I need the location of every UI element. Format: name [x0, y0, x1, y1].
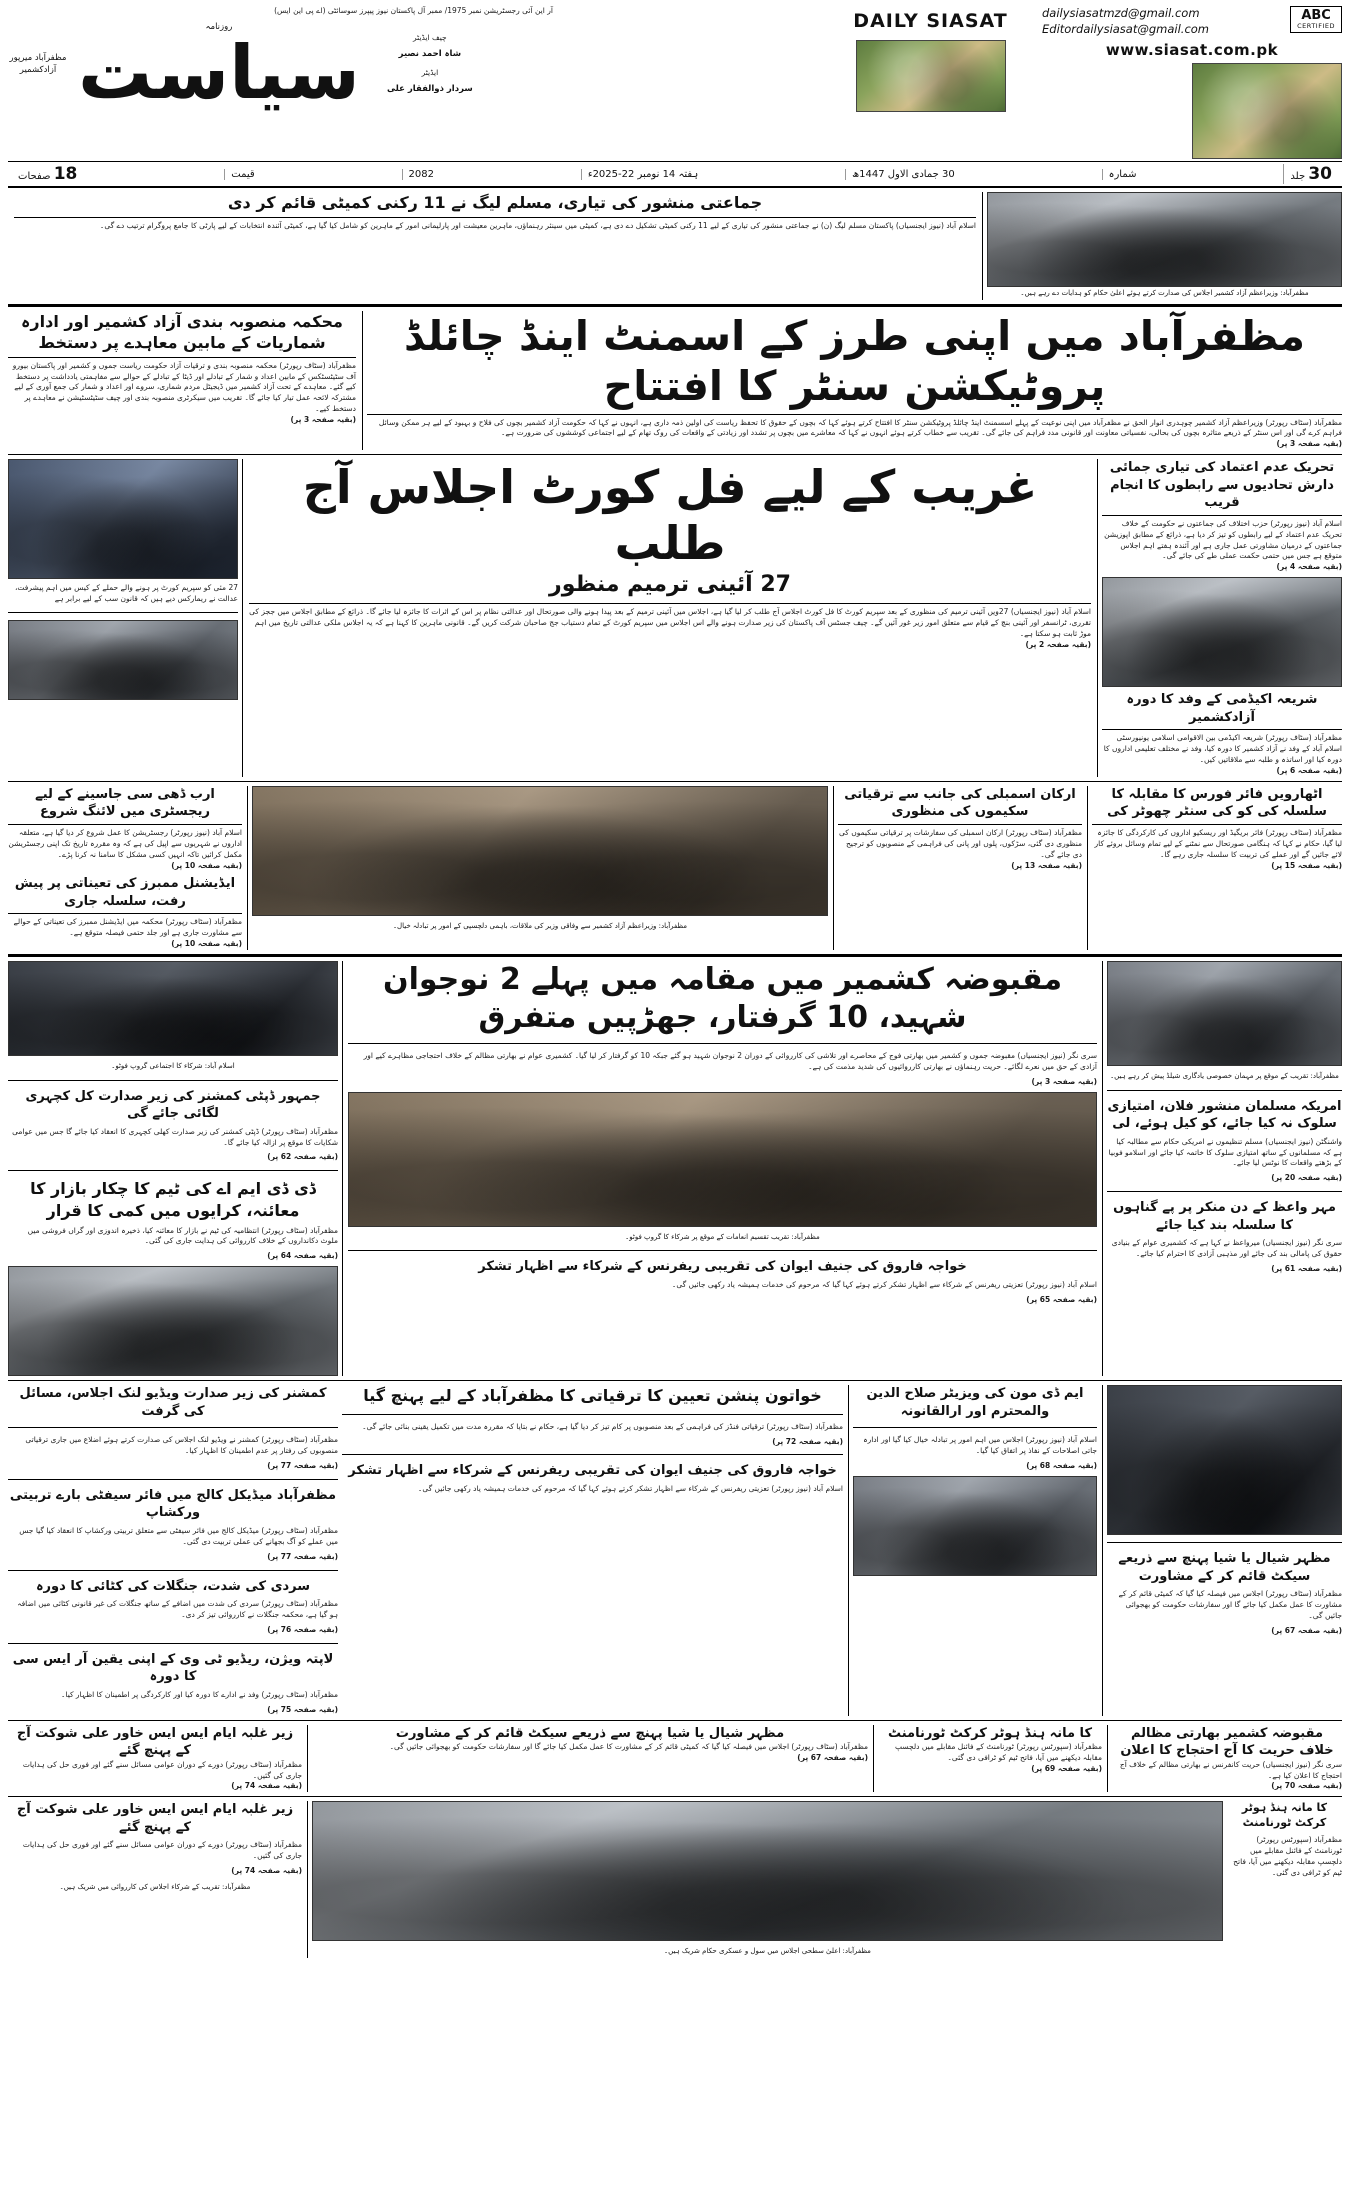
jump-line: (بقیہ صفحہ 72 پر) — [772, 1436, 843, 1446]
ceremony-photo — [348, 1092, 1097, 1227]
jump-line-2: (بقیہ صفحہ 65 پر) — [1026, 1294, 1097, 1304]
headline: کا مانہ ہنڈ ہوٹر کرکٹ ٹورنامنٹ — [887, 1725, 1093, 1741]
story-body-2: مظفرآباد (سٹاف رپورٹر) میڈیکل کالج میں فائر سیفٹی سے متعلق تربیتی ورکشاپ کا انعقاد کیا گیا جس میں عملے کو آگ بجھانے کی عملی تربیت دی گئی۔ — [19, 1525, 338, 1546]
story-body-2: اسلام آباد (نیوز رپورٹر) تعزیتی ریفرنس کے شرکاء سے اظہار تشکر کرتے ہوئے کہا گیا کہ مرحوم کی خدمات ہمیشہ یاد رکھی جائیں گی۔ — [417, 1484, 843, 1494]
row-bottom-stories — [8, 1385, 1342, 1715]
jump-line: (بقیہ صفحہ 6 پر) — [1276, 765, 1342, 775]
jump-line: (بقیہ صفحہ 68 پر) — [1026, 1460, 1097, 1470]
row6-center-block — [342, 1385, 849, 1715]
story-body: مظفرآباد (سٹاف رپورٹر) اجلاس میں فیصلہ کیا گیا کہ کمیٹی قائم کر کے مشاورت کا عمل مکمل کیا جائے گا اور سفارشات حکومت کو بھجوائی جائیں گی۔ — [389, 1742, 868, 1752]
vol-issue: 30 جلد — [1283, 164, 1338, 184]
jump-line: (بقیہ صفحہ 3 پر) — [1276, 439, 1342, 449]
paper-name-urdu: سیاست — [78, 29, 360, 116]
row5-left-block — [1107, 1385, 1342, 1715]
row-briefs — [8, 1725, 1342, 1793]
headline-part-1: غریب کے لیے فل کورٹ اجلاس آج طلب — [302, 460, 1038, 571]
story-body: مظفرآباد (سٹاف رپورٹر) اجلاس میں فیصلہ کیا گیا کہ کمیٹی قائم کر کے مشاورت کا عمل مکمل کیا جائے گا اور سفارشات حکومت کو بھجوائی جائیں گی۔ — [1118, 1589, 1342, 1620]
headline-2: خواجہ فاروق کی جنیف ایوان کی تقریبی ریفرنس کے شرکاء سے اظہار تشکر — [348, 1463, 837, 1479]
portrait-photo — [8, 620, 238, 700]
jump-line: (بقیہ صفحہ 74 پر) — [231, 1781, 302, 1791]
mid-left-story — [1102, 459, 1342, 573]
email-1[interactable]: dailysiasatmzd@gmail.com — [1042, 6, 1200, 20]
jump-line: (بقیہ صفحہ 15 پر) — [1271, 860, 1342, 870]
row3-right-stories — [8, 786, 248, 950]
mid-left-story-2 — [1102, 691, 1342, 777]
masthead-english-title-block — [823, 6, 1038, 159]
story-body: مظفرآباد (سٹاف رپورٹر) شریعہ اکیڈمی بین الاقوامی اسلامی یونیورسٹی اسلام آباد کے وفد نے آزاد کشمیر کا دورہ کیا، وفد نے مختلف تعلیمی اداروں کا دورہ کیا اور اساتذہ و طلبہ سے ملاقاتیں کیں۔ — [1103, 733, 1342, 765]
left-stack — [1102, 459, 1342, 777]
city-block: مظفرآباد میرپور آزادکشمیر — [9, 52, 67, 76]
row6-right-block — [8, 1385, 338, 1715]
headline: مظہر شیال یا شیا پہنچ سے ذریعے سیکٹ قائم کر کے مشاورت — [1118, 1551, 1331, 1584]
jump-line: (بقیہ صفحہ 3 پر) — [290, 415, 356, 425]
photo-caption-2: مظفرآباد: تقریب کے شرکاء اجلاس کی کارروائی میں شریک ہیں۔ — [59, 1883, 251, 1892]
story-body: مظفرآباد (سٹاف رپورٹر) فائر بریگیڈ اور ریسکیو اداروں کی کارکردگی کا جائزہ لیا گیا، حکام نے کہا کہ ہنگامی صورتحال سے نمٹنے کے لیے تمام وسائل بروئے کار لائے جائیں گے اور عملے کی تربیت کا سلسلہ جاری رہے گا۔ — [1094, 827, 1342, 859]
lead-right-story — [8, 311, 363, 451]
headline-part-2: 27 آئینی ترمیم منظور — [549, 572, 791, 598]
story-body: مظفرآباد (سٹاف رپورٹر) محکمہ میں ایڈیشنل ممبرز کی تعیناتی کے حوالے سے مشاورت جاری ہے اور جلد حتمی فیصلہ متوقع ہے۔ — [13, 917, 242, 938]
story-body-2: سری نگر (نیوز ایجنسیاں) میرواعظ نے کہا ہے کہ کشمیری عوام کے بنیادی حقوق کی پامالی بند کی جائے اور مذہبی آزادی کا احترام کیا جائے۔ — [1111, 1238, 1342, 1259]
jump-line-2: (بقیہ صفحہ 64 پر) — [267, 1251, 338, 1261]
photo-caption: مظفرآباد: تقریب کے موقع پر مہمان خصوصی یادگاری شیلڈ پیش کر رہے ہیں۔ — [1110, 1072, 1339, 1081]
email-2[interactable]: Editordailysiasat@gmail.com — [1042, 21, 1210, 36]
meeting-room-photo — [8, 1266, 338, 1376]
registration-line: آر این آئی رجسٹریشن نمبر 1975/ ممبر آل پاکستان نیوز پیپرز سوسائٹی (اے پی این ایس) — [274, 6, 553, 15]
row3-right-story — [8, 786, 242, 872]
masthead-strip — [8, 6, 1342, 159]
right-stack — [8, 459, 238, 777]
brief-1 — [1112, 1725, 1342, 1793]
jump-line: (بقیہ صفحہ 77 پر) — [267, 1460, 338, 1470]
photo-caption: مظفرآباد: وزیراعظم آزاد کشمیر اجلاس کی صدارت کرتے ہوئے اعلیٰ حکام کو ہدایات دے رہے ہیں۔ — [1020, 289, 1309, 298]
headline: جمہور ڈپٹی کمشنر کی زیر صدارت کل کچہری لگائی جائے گی — [25, 1088, 321, 1122]
story-body: مظفرآباد (سٹاف رپورٹر) دورے کے دوران عوامی مسائل سنے گئے اور فوری حل کی ہدایات جاری کی گئیں۔ — [22, 1759, 302, 1780]
headline-3: سردی کی شدت، جنگلات کی کٹائی کا دورہ — [35, 1578, 311, 1594]
price-label: قیمت — [224, 169, 260, 180]
handshake-photo — [8, 459, 238, 579]
jump-line: (بقیہ صفحہ 69 پر) — [1031, 1763, 1102, 1773]
headline: مظفرآباد میں اپنی طرز کے اسمنٹ اینڈ چائلڈ پروٹیکشن سنٹر کا افتتاح — [403, 311, 1306, 410]
headline: مقبوضہ کشمیر بھارتی مظالم خلاف حریت کا آج احتجاج کا اعلان — [1120, 1725, 1334, 1759]
story-body-3: مظفرآباد (سٹاف رپورٹر) سردی کی شدت میں اضافے کے ساتھ جنگلات کی غیر قانونی کٹائی میں اضافہ ہو گیا ہے، محکمہ جنگلات نے کارروائی تیز کر دی۔ — [17, 1599, 338, 1619]
photo-caption: مظفرآباد: اعلیٰ سطحی اجلاس میں سول و عسکری حکام شریک ہیں۔ — [664, 1947, 871, 1956]
story-body-2: مظفرآباد (سٹاف رپورٹر) انتظامیہ کی ٹیم نے بازار کا معائنہ کیا، ذخیرہ اندوزی اور گراں فروشی میں ملوث دکانداروں کے خلاف کارروائی کی ہدایت جاری کی گئی۔ — [27, 1225, 338, 1246]
headline-2: ڈی ڈی ایم اے کی ٹیم کا چکار بازار کا معائنہ، کرایوں میں کمی کا قرار — [30, 1179, 316, 1220]
headline: تحریک عدم اعتماد کی تیاری جمائی دارش تحادیوں سے رابطوں کا انجام قریب — [1109, 460, 1335, 511]
jump-line: (بقیہ صفحہ 67 پر) — [797, 1753, 868, 1763]
story-body: مظفرآباد (سپورٹس رپورٹر) ٹورنامنٹ کے فائنل مقابلے میں دلچسپ مقابلہ دیکھنے میں آیا، فاتح ٹیم کو ٹرافی دی گئی۔ — [1233, 1835, 1342, 1877]
row3-right-story-2 — [8, 875, 242, 950]
jump-line: (بقیہ صفحہ 20 پر) — [1271, 1173, 1342, 1183]
headline-2: مہر واعظ کے دن منکر پر پے گناہوں کا سلسلہ بند کیا جائے — [1113, 1200, 1336, 1233]
row4-center-block — [342, 961, 1103, 1376]
group-photo-2 — [853, 1476, 1097, 1576]
issue-info-bar — [8, 161, 1342, 188]
headline: ارب ڈھی سی جاسینے کے لیے ریجسٹری میں لائنگ شروع — [35, 786, 215, 820]
photo-caption: مظفرآباد: تقریب تقسیم انعامات کے موقع پر شرکاء کا گروپ فوٹو۔ — [625, 1232, 820, 1241]
abc-seal-icon: ABC CERTIFIED — [1290, 6, 1342, 33]
row-photo-grid — [8, 961, 1342, 1376]
region-map-icon — [1192, 63, 1342, 159]
headline: محکمہ منصوبہ بندی آزاد کشمیر اور ادارہ شماریات کے مابین معاہدے پر دستخط — [21, 311, 343, 353]
conference-photo — [1102, 577, 1342, 687]
brief-3 — [312, 1725, 874, 1793]
brief-4 — [8, 1725, 308, 1793]
headline-4: لاپتہ ویژن، ریڈیو ٹی وی کے اپنی یقین آر ایس سی کا دورہ — [12, 1651, 334, 1685]
date-hijri: 30 جمادی الاول 1447ھ — [845, 169, 961, 180]
masthead-urdu-block — [8, 6, 819, 159]
group-photo — [8, 961, 338, 1056]
photo-caption: اسلام آباد: شرکاء کا اجتماعی گروپ فوٹو۔ — [111, 1062, 235, 1071]
jump-line-2: (بقیہ صفحہ 77 پر) — [267, 1551, 338, 1561]
story-body: مظفرآباد (سٹاف رپورٹر) محکمہ منصوبہ بندی و ترقیات آزاد حکومت ریاست جموں و کشمیر اور پاکستان بیورو آف سٹیٹسٹکس کے مابین اعداد و شمار کے تبادلے اور ڈیٹا کے تبادلے کے حوالے سے مفاہمتی یادداشت پر دستخط کیے گئے۔ معاہدے کے تحت آزاد کشمیر میں ڈیجیٹل مردم شماری، سروے اور اعداد و شمار کی جمع آوری کے لیے مشترکہ لائحہ عمل تیار کیا جائے گا۔ تقریب میں سیکرٹری منصوبہ بندی اور چیف سٹیٹسٹیشن نے معاہدے پر دستخط کیے۔ — [12, 360, 356, 414]
top-left-story — [8, 192, 983, 300]
row4-left-block — [1107, 961, 1342, 1376]
jump-line: (بقیہ صفحہ 4 پر) — [1276, 562, 1342, 572]
headline: کا مانہ ہنڈ ہوٹر کرکٹ ٹورنامنٹ — [1241, 1801, 1328, 1830]
row-top-strip — [8, 192, 1342, 300]
kashmir-map-icon — [856, 40, 1006, 112]
story-body-2: اسلام آباد (نیوز رپورٹر) تعزیتی ریفرنس کے شرکاء سے اظہار تشکر کرتے ہوئے کہا گیا کہ مرحوم کی خدمات ہمیشہ یاد رکھی جائیں گی۔ — [671, 1279, 1097, 1289]
bottom-photo-block — [312, 1801, 1223, 1958]
jump-line: (بقیہ صفحہ 2 پر) — [1025, 639, 1091, 649]
editor-label: ایڈیٹر — [421, 68, 439, 78]
story-body: مظفرآباد (سٹاف رپورٹر) ڈپٹی کمشنر کی زیر صدارت کھلی کچہری کا انعقاد کیا جائے گا جس میں عوامی شکایات کا موقع پر ازالہ کیا جائے گا۔ — [12, 1126, 338, 1147]
story-body: سری نگر (نیوز ایجنسیاں) مقبوضہ جموں و کشمیر میں بھارتی فوج کے محاصرے اور تلاشی کی کارروائی کے دوران 2 نوجوان شہید ہو گئے جبکہ 10 کو گرفتار کر لیا گیا۔ کشمیری عوام نے بھارتی مظالم کے خلاف احتجاجی مظاہرے کیے اور آزادی کے حق میں نعرے لگائے۔ حریت رہنماؤں نے بھارتی کارروائیوں کی شدید مذمت کی ہے۔ — [363, 1051, 1097, 1071]
center-lead-story — [242, 459, 1098, 777]
headline: مظہر شیال یا شیا پہنچ سے ذریعے سیکٹ قائم کر کے مشاورت — [395, 1725, 785, 1741]
story-body: اسلام آباد (نیوز رپورٹر) رجسٹریشن کا عمل شروع کر دیا گیا ہے، متعلقہ اداروں نے شہریوں سے اپیل کی ہے کہ وہ مقررہ تاریخ تک اپنی رجسٹریشن مکمل کرائیں تاکہ انہیں کسی مشکل کا سامنا نہ کرنا پڑے۔ — [8, 827, 242, 859]
issue-number: شمارہ — [1102, 169, 1143, 180]
jump-line-4: (بقیہ صفحہ 75 پر) — [267, 1704, 338, 1714]
headline: زیر غلبہ ایام ایس ایس خاور علی شوکت آج کے پہنچ گئے — [16, 1802, 294, 1835]
row4-right-block — [8, 961, 338, 1376]
story-body: مظفرآباد (سٹاف رپورٹر) ارکان اسمبلی کی سفارشات پر ترقیاتی سکیموں کی منظوری دی گئی، سڑکوں، پلوں اور پانی کی فراہمی کے منصوبوں کو ترجیح دی جائے گی۔ — [839, 827, 1082, 859]
bottom-left-brief — [1227, 1801, 1342, 1958]
audience-photo — [1107, 1385, 1342, 1535]
row-lead — [8, 311, 1342, 451]
headline-2: مظفرآباد میڈیکل کالج میں فائر سیفٹی بارے تربیتی ورکشاپ — [9, 1487, 337, 1521]
row-bottom-photo — [8, 1801, 1342, 1958]
jump-line: (بقیہ صفحہ 3 پر) — [1031, 1076, 1097, 1086]
date-urdu: ہفتہ 14 نومبر 22-2025ء — [581, 169, 704, 180]
headline: زیر غلبہ ایام ایس ایس خاور علی شوکت آج کے پہنچ گئے — [16, 1725, 294, 1759]
headline: امریکہ مسلمان منشور فلان، امتیازی سلوک نہ کیا جائے، کو کیل ہوئے، لی — [1107, 1098, 1342, 1132]
paper-name-english: DAILY SIASAT — [853, 10, 1008, 32]
row3-mid-story — [838, 786, 1088, 950]
chief-editor-name: شاہ احمد نصیر — [398, 48, 462, 59]
side-note: 27 مئی کو سپریم کورٹ پر ہونے والے حملے کے کیس میں اہم پیشرفت، عدالت نے ریمارکس دیے ہیں کہ قانون سب کے لیے برابر ہے — [15, 583, 238, 604]
jump-line: (بقیہ صفحہ 70 پر) — [1271, 1781, 1342, 1791]
headline: مقبوضہ کشمیر میں مقامہ میں پہلے 2 نوجوان شہید، 10 گرفتار، جھڑپیں متفرق — [382, 962, 1063, 1035]
story-body: اسلام آباد (نیوز رپورٹر) اجلاس میں اہم امور پر تبادلہ خیال کیا گیا اور ادارہ جاتی اصلاحات کے نفاذ پر اتفاق کیا گیا۔ — [863, 1435, 1097, 1456]
headline: اٹھارویں فائر فورس کا مقابلہ کا سلسلہ کی کو کی سنٹر چھوٹر کی — [1107, 786, 1327, 820]
jump-line: (بقیہ صفحہ 10 پر) — [171, 860, 242, 870]
masthead-contact-block — [1042, 6, 1342, 159]
daily-label: روزنامہ — [205, 21, 233, 32]
story-body: اسلام آباد (نیوز ایجنسیاں) 27ویں آئینی ترمیم کی منظوری کے بعد سپریم کورٹ کا فل کورٹ اجلاس آج طلب کر لیا گیا ہے، اجلاس میں آئینی ترمیم کے بعد پیدا ہونے والی صورتحال اور عدالتی نظام پر اس کے اثرات کا جائزہ لیا جائے گا۔ ذرائع کے مطابق اجلاس میں ججز کی تقرری، ٹرانسفر اور آئینی بنچ کے قیام سے متعلق امور زیر غور آئیں گے۔ چیف جسٹس آف پاکستان کی زیر صدارت ہونے والے اس اجلاس میں سپریم کورٹ کے تمام دستیاب جج صاحبان شرکت کریں گے۔ قانونی ماہرین کا کہنا ہے کہ یہ اجلاس ملکی عدالتی تاریخ میں اہم موڑ ثابت ہو سکتا ہے۔ — [249, 607, 1091, 638]
story-body: اسلام آباد (نیوز ایجنسیاں) پاکستان مسلم لیگ (ن) نے جماعتی منشور کی تیاری کے لیے 11 رکنی کمیٹی تشکیل دے دی ہے، کمیٹی میں سینئر رہنماؤں، ماہرین معیشت اور پارلیمانی امور کے ماہرین کو شامل کیا گیا ہے، کمیٹی آئندہ انتخابات کے لیے پارٹی کا جامع پروگرام ترتیب دے گی۔ — [99, 220, 976, 230]
jump-line: (بقیہ صفحہ 13 پر) — [1011, 860, 1082, 870]
officials-meeting-photo — [312, 1801, 1223, 1941]
headline: ایڈیشنل ممبرز کی تعیناتی پر پیش رفت، سلسلہ جاری — [14, 876, 236, 909]
headline: ارکان اسمبلی کی جانب سے ترقیاتی سکیموں کی منظوری — [844, 786, 1076, 820]
headline: خواتون پنشن تعیین کا ترقیاتی کا مظفرآباد کے لیے پہنچ گیا — [363, 1386, 822, 1406]
website-url[interactable]: www.siasat.com.pk — [1105, 41, 1279, 60]
bottom-right-brief — [8, 1801, 308, 1958]
headline: جماعتی منشور کی تیاری، مسلم لیگ نے 11 رکنی کمیٹی قائم کر دی — [227, 193, 763, 213]
brief-2 — [878, 1725, 1108, 1793]
row-center-lead — [8, 459, 1342, 777]
jump-line: (بقیہ صفحہ 10 پر) — [171, 939, 242, 949]
lead-left-story — [367, 311, 1342, 451]
story-body: اسلام آباد (نیوز رپورٹر) حزب اختلاف کی جماعتوں نے حکومت کے خلاف تحریک عدم اعتماد کے لیے رابطوں کو تیز کر دیا ہے، ذرائع کے مطابق اپوزیشن جماعتوں کے درمیان مشاورتی عمل جاری ہے اور آئندہ ہفتے اہم اجلاس متوقع ہے جس میں حتمی حکمت عملی طے کی جائے گی۔ — [1104, 518, 1342, 561]
story-body-4: مظفرآباد (سٹاف رپورٹر) وفد نے ادارے کا دورہ کیا اور کارکردگی پر اطمینان کا اظہار کیا۔ — [61, 1689, 338, 1699]
pages-count: 18 صفحات — [18, 164, 78, 185]
meeting-photo — [987, 192, 1342, 287]
story-body: مظفرآباد (سپورٹس رپورٹر) ٹورنامنٹ کے فائنل مقابلے میں دلچسپ مقابلہ دیکھنے میں آیا، فاتح ٹیم کو ٹرافی دی گئی۔ — [895, 1742, 1102, 1763]
row3-center-photo-block — [252, 786, 834, 950]
headline: کمشنر کی زیر صدارت ویڈیو لنک اجلاس، مسائل کی گرفت — [19, 1386, 327, 1419]
chief-editor-label: چیف ایڈیٹر — [413, 32, 447, 42]
row-four-stories — [8, 786, 1342, 950]
top-left-photo-block — [987, 192, 1342, 300]
headline: ایم ڈی مون کی ویزیٹر صلاح الدین والمحترم اور ارالقانونہ — [866, 1386, 1084, 1419]
story-body: واشنگٹن (نیوز ایجنسیاں) مسلم تنظیموں نے امریکی حکام سے مطالبہ کیا ہے کہ مسلمانوں کے ساتھ امتیازی سلوک کا خاتمہ کیا جائے اور اسلامو فوبیا کے بڑھتے واقعات کا نوٹس لیا جائے۔ — [1108, 1136, 1342, 1168]
jump-line: (بقیہ صفحہ 62 پر) — [267, 1152, 338, 1162]
headline: شریعہ اکیڈمی کے وفد کا دورہ آزادکشمیر — [1126, 692, 1318, 725]
editor-name: سردار ذوالفقار علی — [387, 84, 473, 95]
story-body: مظفرآباد (سٹاف رپورٹر) کمشنر نے ویڈیو لنک اجلاس کی صدارت کرتے ہوئے اضلاع میں جاری ترقیاتی منصوبوں کی رفتار پر عدم اطمینان کا اظہار کیا۔ — [25, 1435, 338, 1456]
date-year: 2082 — [402, 169, 440, 180]
jump-line: (بقیہ صفحہ 67 پر) — [1271, 1625, 1342, 1635]
row5-mid-block — [853, 1385, 1103, 1715]
jump-line: (بقیہ صفحہ 74 پر) — [231, 1866, 302, 1876]
story-body: مظفرآباد (سٹاف رپورٹر) وزیراعظم آزاد کشمیر چوہدری انوار الحق نے مظفرآباد میں اپنی نوعیت کے پہلے اسسمنٹ اینڈ چائلڈ پروٹیکشن سنٹر کا افتتاح کرتے ہوئے کہا کہ بچوں کے حقوق کا تحفظ ریاست کی اولین ذمہ داری ہے، انہوں نے کہا کہ حکومت آزاد کشمیر بچوں کی فلاح و بہبود کے لیے ہر ممکن وسائل فراہم کرے گی اور اس سنٹر کے ذریعے متاثرہ بچوں کی بحالی، نفسیاتی معاونت اور قانونی مدد فراہم کی جائے گی۔ تقریب سے خطاب کرتے ہوئے انہوں نے کہا کہ معاشرے میں بچوں پر تشدد اور زیادتی کے واقعات کی روک تھام کے لیے اجتماعی کوششوں کی ضرورت ہے۔ — [378, 417, 1342, 438]
photo-caption: مظفرآباد: وزیراعظم آزاد کشمیر سے وفاقی وزیر کی ملاقات، باہمی دلچسپی کے امور پر تبادلہ خیال۔ — [392, 921, 688, 930]
story-body: سری نگر (نیوز ایجنسیاں) حریت کانفرنس نے بھارتی مظالم کے خلاف آج احتجاج کا اعلان کیا ہے۔ — [1119, 1759, 1342, 1780]
jump-line-3: (بقیہ صفحہ 76 پر) — [267, 1624, 338, 1634]
story-body: مظفرآباد (سٹاف رپورٹر) ترقیاتی فنڈز کی فراہمی کے بعد منصوبوں پر کام تیز کر دیا گیا ہے، حکام نے بتایا کہ مقررہ مدت میں تکمیل یقینی بنائی جائے گی۔ — [362, 1421, 843, 1431]
story-body: مظفرآباد (سٹاف رپورٹر) دورے کے دوران عوامی مسائل سنے گئے اور فوری حل کی ہدایات جاری کی گئیں۔ — [22, 1840, 302, 1861]
row3-left-story — [1092, 786, 1342, 950]
award-photo — [1107, 961, 1342, 1066]
jump-line-2: (بقیہ صفحہ 61 پر) — [1271, 1264, 1342, 1274]
meeting-photo — [252, 786, 828, 916]
headline-2: خواجہ فاروق کی جنیف ایوان کی تقریبی ریفرنس کے شرکاء سے اظہار تشکر — [478, 1259, 967, 1275]
